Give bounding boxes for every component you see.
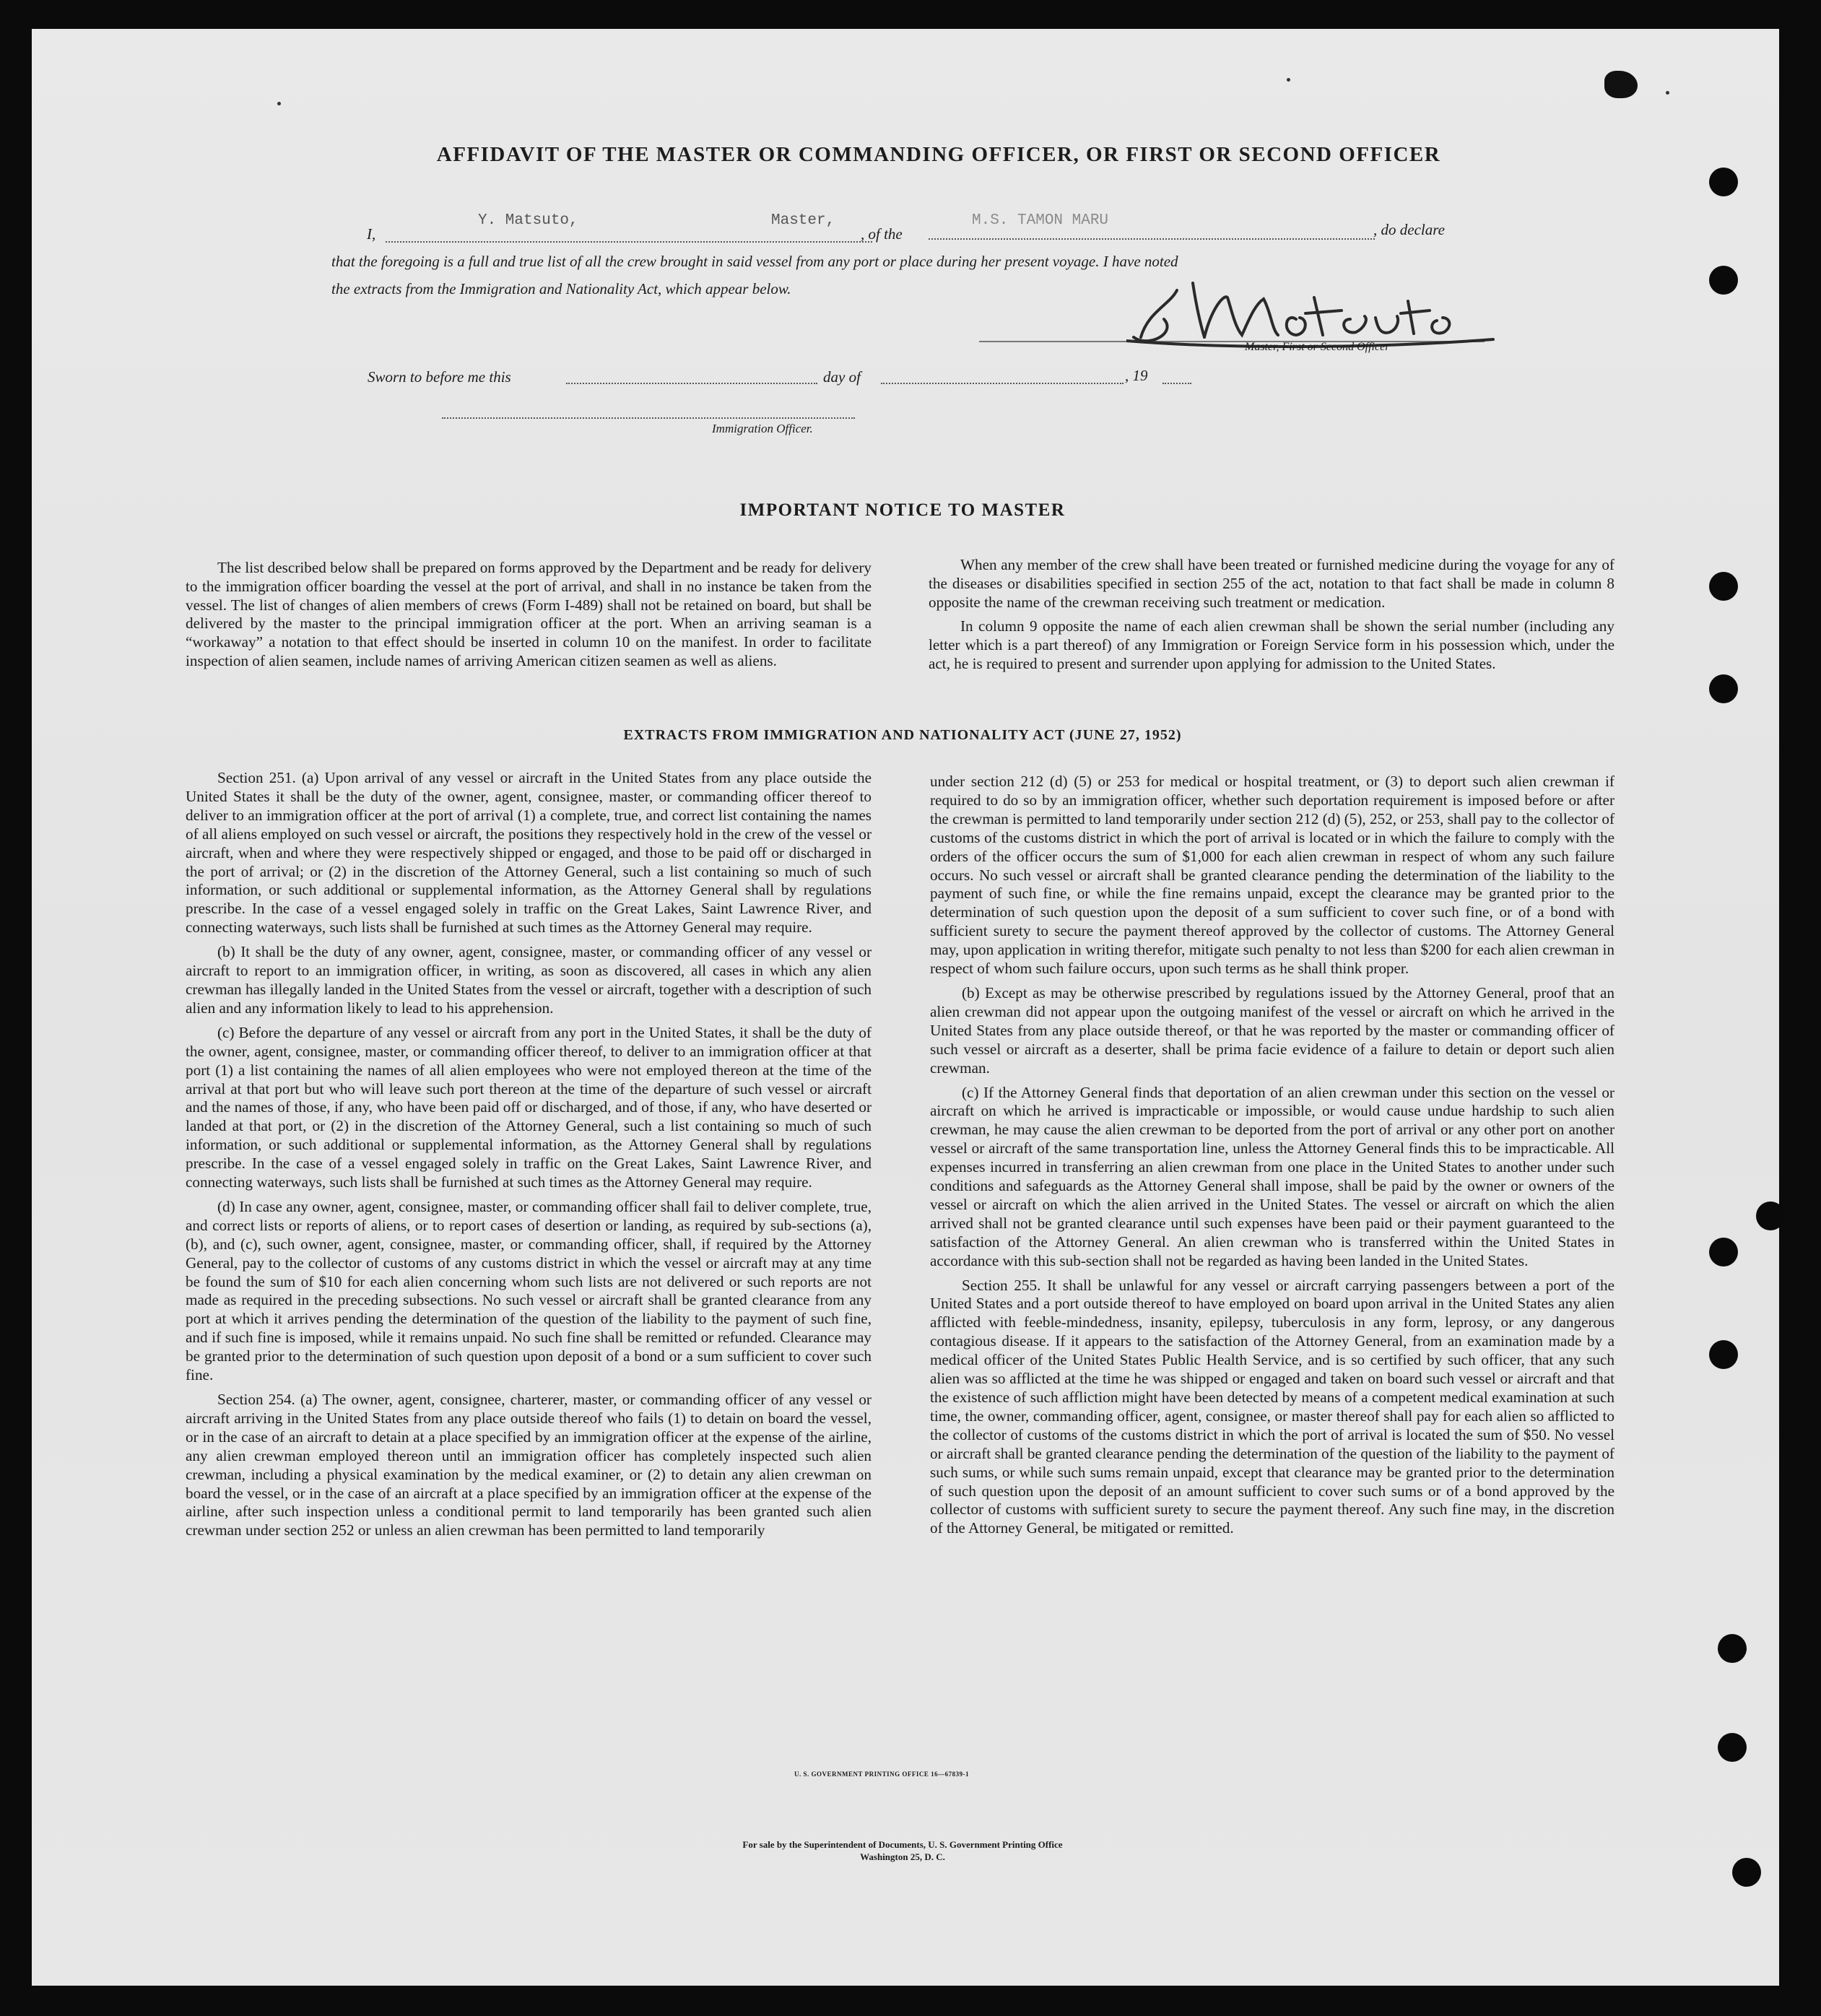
footer-line-2: Washington 25, D. C.	[860, 1851, 945, 1862]
year-label: , 19	[1125, 367, 1148, 384]
affidavit-line-3: the extracts from the Immigration and Nationality Act, which appear below.	[331, 280, 791, 297]
section-251-c: (c) Before the departure of any vessel or aircraft from any port in the United States, it shall be the duty of the owner, agent, consignee, master, or commanding officer thereof, to deliver to an immigration officer at that port (1) a list containing the names of all alien employees who were not employed thereon at the time of the arrival at that port but who will leave such port thereon at the time of the departure of such vessel or aircraft and the names of those, if any, who have been paid off or discharged, and of those, if any, who have deserted or landed at that port, or (2) in the discretion of the Attorney General, such a list containing so much of such information, or such additional or supplemental information, as the Attorney General shall by regulations prescribe. In the case of a vessel engaged solely in traffic on the Great Lakes, Saint Lawrence River, and connecting waterways, such lists shall be furnished at such times as the Attorney General may require.	[186, 1023, 872, 1191]
vessel-line	[929, 238, 1375, 240]
notice-right-paragraph-1: When any member of the crew shall have been treated or furnished medicine during the voyage for any of the diseases or disabilities specified in section 255 of the act, notation to that fact shall be made in column 8 opposite the name of the crewman receiving such treatment or medication.	[929, 556, 1614, 611]
printer-line: U. S. GOVERNMENT PRINTING OFFICE 16—67839-1	[794, 1770, 970, 1778]
sworn-label: Sworn to before me this	[368, 368, 511, 386]
master-name-field[interactable]: Y. Matsuto,	[478, 212, 578, 229]
signature-caption: Master, First or Second Officer	[1245, 341, 1390, 353]
extracts-title: EXTRACTS FROM IMMIGRATION AND NATIONALITY ACT (JUNE 27, 1952)	[623, 727, 1182, 743]
speck	[1287, 78, 1290, 82]
punch-hole	[1709, 674, 1738, 703]
section-254-b: (b) Except as may be otherwise prescribed by regulations issued by the Attorney General, proof that an alien crewman did not appear upon the outgoing manifest of the vessel or aircraft on which he arrived in the United States from any place outside thereof, or that he was reported by the master or commanding officer of such vessel or aircraft as a deserter, shall be prima facie evidence of a failure to detain or deport such alien crewman.	[930, 983, 1614, 1077]
extracts-left-column	[186, 769, 872, 1546]
punch-hole	[1709, 1340, 1738, 1369]
extracts-right-column	[930, 773, 1614, 1544]
sworn-year-line	[1162, 383, 1191, 384]
notice-left-column	[186, 559, 872, 677]
section-251-d: (d) In case any owner, agent, consignee, master, or commanding officer shall fail to deliver complete, true, and correct lists or reports of aliens, or to report cases of desertion or landing, as required by sub-sections (a), (b), and (c), such owner, agent, consignee, master, or commanding officer, shall, if required by the Attorney General, pay to the collector of customs of any customs district in which the vessel or aircraft may at any time be found the sum of $10 for each alien concerning whom such lists are not delivered or such reports are not made as required in the preceding subsections. No such vessel or aircraft shall be granted clearance from any port at which it arrives pending the determination of the question of the liability to the payment of such fine, and if such fine is imposed, while it remains unpaid. No such fine shall be remitted or refunded. Clearance may be granted prior to the determination of such question upon deposit of a bond or a sum sufficient to cover such fine.	[186, 1197, 872, 1384]
affidavit-line-2: that the foregoing is a full and true list of all the crew brought in said vessel from any port or place during her present voyage. I have noted	[331, 253, 1178, 270]
section-251-b: (b) It shall be the duty of any owner, agent, consignee, master, or commanding officer of any vessel or aircraft to report to an immigration officer, in writing, as soon as discovered, all cases in which any alien crewman has illegally landed in the United States from the vessel or aircraft, together with a description of such alien and any information likely to lead to his apprehension.	[186, 943, 872, 1017]
sworn-month-line	[881, 383, 1124, 384]
notice-left-paragraph: The list described below shall be prepared on forms approved by the Department and be ready for delivery to the immigration officer boarding the vessel at the port of arrival, and shall in no instance be taken from the vessel. The list of changes of alien members of crews (Form I-489) shall not be retained on board, but shall be delivered by the master to the principal immigration officer at the port. When an arriving seaman is a “workaway” a notation to that effect should be inserted in column 10 on the manifest. In order to facilitate inspection of alien seamen, include names of arriving American citizen seamen as well as aliens.	[186, 559, 872, 669]
ink-blot	[1604, 71, 1638, 98]
section-254-c: (c) If the Attorney General finds that deportation of an alien crewman under this section on the vessel or aircraft on which he arrived is impracticable or impossible, or would cause undue hardship to such alien crewman, he may cause the alien crewman to be deported from the port of arrival or any other port on another vessel or aircraft of the same transportation line, unless the Attorney General finds this to be impracticable. All expenses incurred in transferring an alien crewman from one place in the United States to another under such conditions and safeguards as the Attorney General shall impose, shall be paid by the owner or owners of the vessel or aircraft on which the alien arrived in the United States. The vessel or aircraft on which the alien arrived shall not be granted clearance until such expenses have been paid or their payment guaranteed to the satisfaction of the Attorney General. An alien crewman who is transferred within the United States in accordance with this sub-section shall not be regarded as having been landed in the United States.	[930, 1083, 1614, 1269]
of-the-label: , of the	[861, 225, 903, 243]
punch-hole	[1709, 168, 1738, 196]
punch-hole	[1709, 266, 1738, 295]
notice-right-paragraph-2: In column 9 opposite the name of each alien crewman shall be shown the serial number (including any letter which is a part thereof) of any Immigration or Foreign Service form in his possession which, under the act, he is required to present and surrender upon applying for admission to the United States.	[929, 617, 1614, 672]
officer-signature-line	[442, 417, 855, 419]
punch-hole	[1709, 1238, 1738, 1266]
footer	[505, 1838, 1300, 1863]
section-251-a: Section 251. (a) Upon arrival of any vessel or aircraft in the United States from any place outside the United States it shall be the duty of the owner, agent, consignee, master, or commanding officer thereof to deliver to an immigration officer at the port of arrival (1) a complete, true, and correct list containing the names of all aliens employed on such vessel or aircraft, the positions they respectively hold in the crew of the vessel or aircraft, when and where they were respectively shipped or engaged, and those to be paid off or discharged in the port of arrival; or (2) in the discretion of the Attorney General, such a list containing so much of such information, or such additional or supplemental information, as the Attorney General shall by regulations prescribe. In the case of a vessel engaged solely in traffic on the Great Lakes, Saint Lawrence River, and connecting waterways, such lists shall be furnished at such times as the Attorney General may require.	[186, 769, 872, 937]
footer-line-1: For sale by the Superintendent of Documents, U. S. Government Printing Office	[742, 1839, 1063, 1850]
vessel-name-field[interactable]: M.S. TAMON MARU	[972, 212, 1109, 229]
punch-hole	[1732, 1858, 1761, 1887]
affidavit-i-label: I,	[367, 225, 376, 243]
name-line	[386, 241, 872, 243]
punch-hole	[1718, 1733, 1747, 1762]
rank-field[interactable]: Master,	[771, 212, 835, 229]
punch-hole	[1709, 572, 1738, 601]
day-of-label: day of	[823, 368, 861, 386]
notice-title: IMPORTANT NOTICE TO MASTER	[739, 500, 1066, 520]
notice-right-column	[929, 556, 1614, 679]
section-254-a: Section 254. (a) The owner, agent, consignee, charterer, master, or commanding officer of any vessel or aircraft arriving in the United States from any place outside thereof who fails (1) to detain on board the vessel, or in the case of an aircraft to detain at a place specified by an immigration officer at the expense of the airline, any alien crewman employed thereon until an immigration officer has completely inspected such alien crewman, including a physical examination by the medical examiner, or (2) to detain any alien crewman on board the vessel, or in the case of an aircraft at a place specified by an immigration officer at the expense of the airline, after such inspection unless a conditional permit to land temporarily has been granted such alien crewman under section 252 or unless an alien crewman has been permitted to land temporarily	[186, 1391, 872, 1539]
section-254-a-continued: under section 212 (d) (5) or 253 for medical or hospital treatment, or (3) to deport such alien crewman if required to do so by an immigration officer, whether such deportation requirement is imposed before or after the crewman is permitted to land temporarily under section 212 (d) (5), 252, or 253, shall pay to the collector of customs of the customs district in which the port of arrival is located or in which the failure to comply with the orders of the officer occurs the sum of $1,000 for each alien crewman in respect of whom any such failure occurs. No such vessel or aircraft shall be granted clearance pending the determination of the liability to the payment of such fine, or while the fine remains unpaid, except the clearance may be granted prior to the determination of such question upon the deposit of a sum sufficient to cover such fine, or of a bond with sufficient surety to secure the payment thereof approved by the collector of customs. The Attorney General may, upon application in writing therefor, mitigate such penalty to not less than $200 for each alien crewman in respect of whom such failure occurs, upon such terms as he shall think proper.	[930, 773, 1614, 978]
officer-caption: Immigration Officer.	[712, 422, 813, 435]
punch-hole	[1718, 1634, 1747, 1663]
section-255: Section 255. It shall be unlawful for any vessel or aircraft carrying passengers between a port of the United States and a port outside thereof to have employed on board upon arrival in the United States any alien afflicted with feeble-mindedness, insanity, epilepsy, tuberculosis in any form, leprosy, or any dangerous contagious disease. If it appears to the satisfaction of the Attorney General, from an examination made by a medical officer of the United States Public Health Service, and is so certified by such officer, that any such alien was so afflicted at the time he was shipped or engaged and taken on board such vessel or aircraft and that the existence of such affliction might have been detected by means of a competent medical examination at such time, the owner, commanding officer, agent, consignee, or master thereof shall pay for each alien so afflicted to the collector of customs of the customs district in which the port of arrival is located the sum of $50. No vessel or aircraft shall be granted clearance pending the determination of the question of the liability to the payment of such sums, or while such sums remain unpaid, except that clearance may be granted prior to the determination of such question upon the deposit of an amount sufficient to cover such sums or of a bond approved by the collector of customs with sufficient surety to secure the payment thereof. Any such fine may, in the discretion of the Attorney General, be mitigated or remitted.	[930, 1276, 1614, 1537]
affidavit-title: AFFIDAVIT OF THE MASTER OR COMMANDING OFFICER, OR FIRST OR SECOND OFFICER	[436, 143, 1441, 166]
speck	[1666, 91, 1669, 95]
punch-hole	[1756, 1202, 1785, 1230]
declare-label: , do declare	[1373, 221, 1445, 238]
speck	[277, 102, 281, 105]
sworn-day-line	[566, 383, 817, 384]
